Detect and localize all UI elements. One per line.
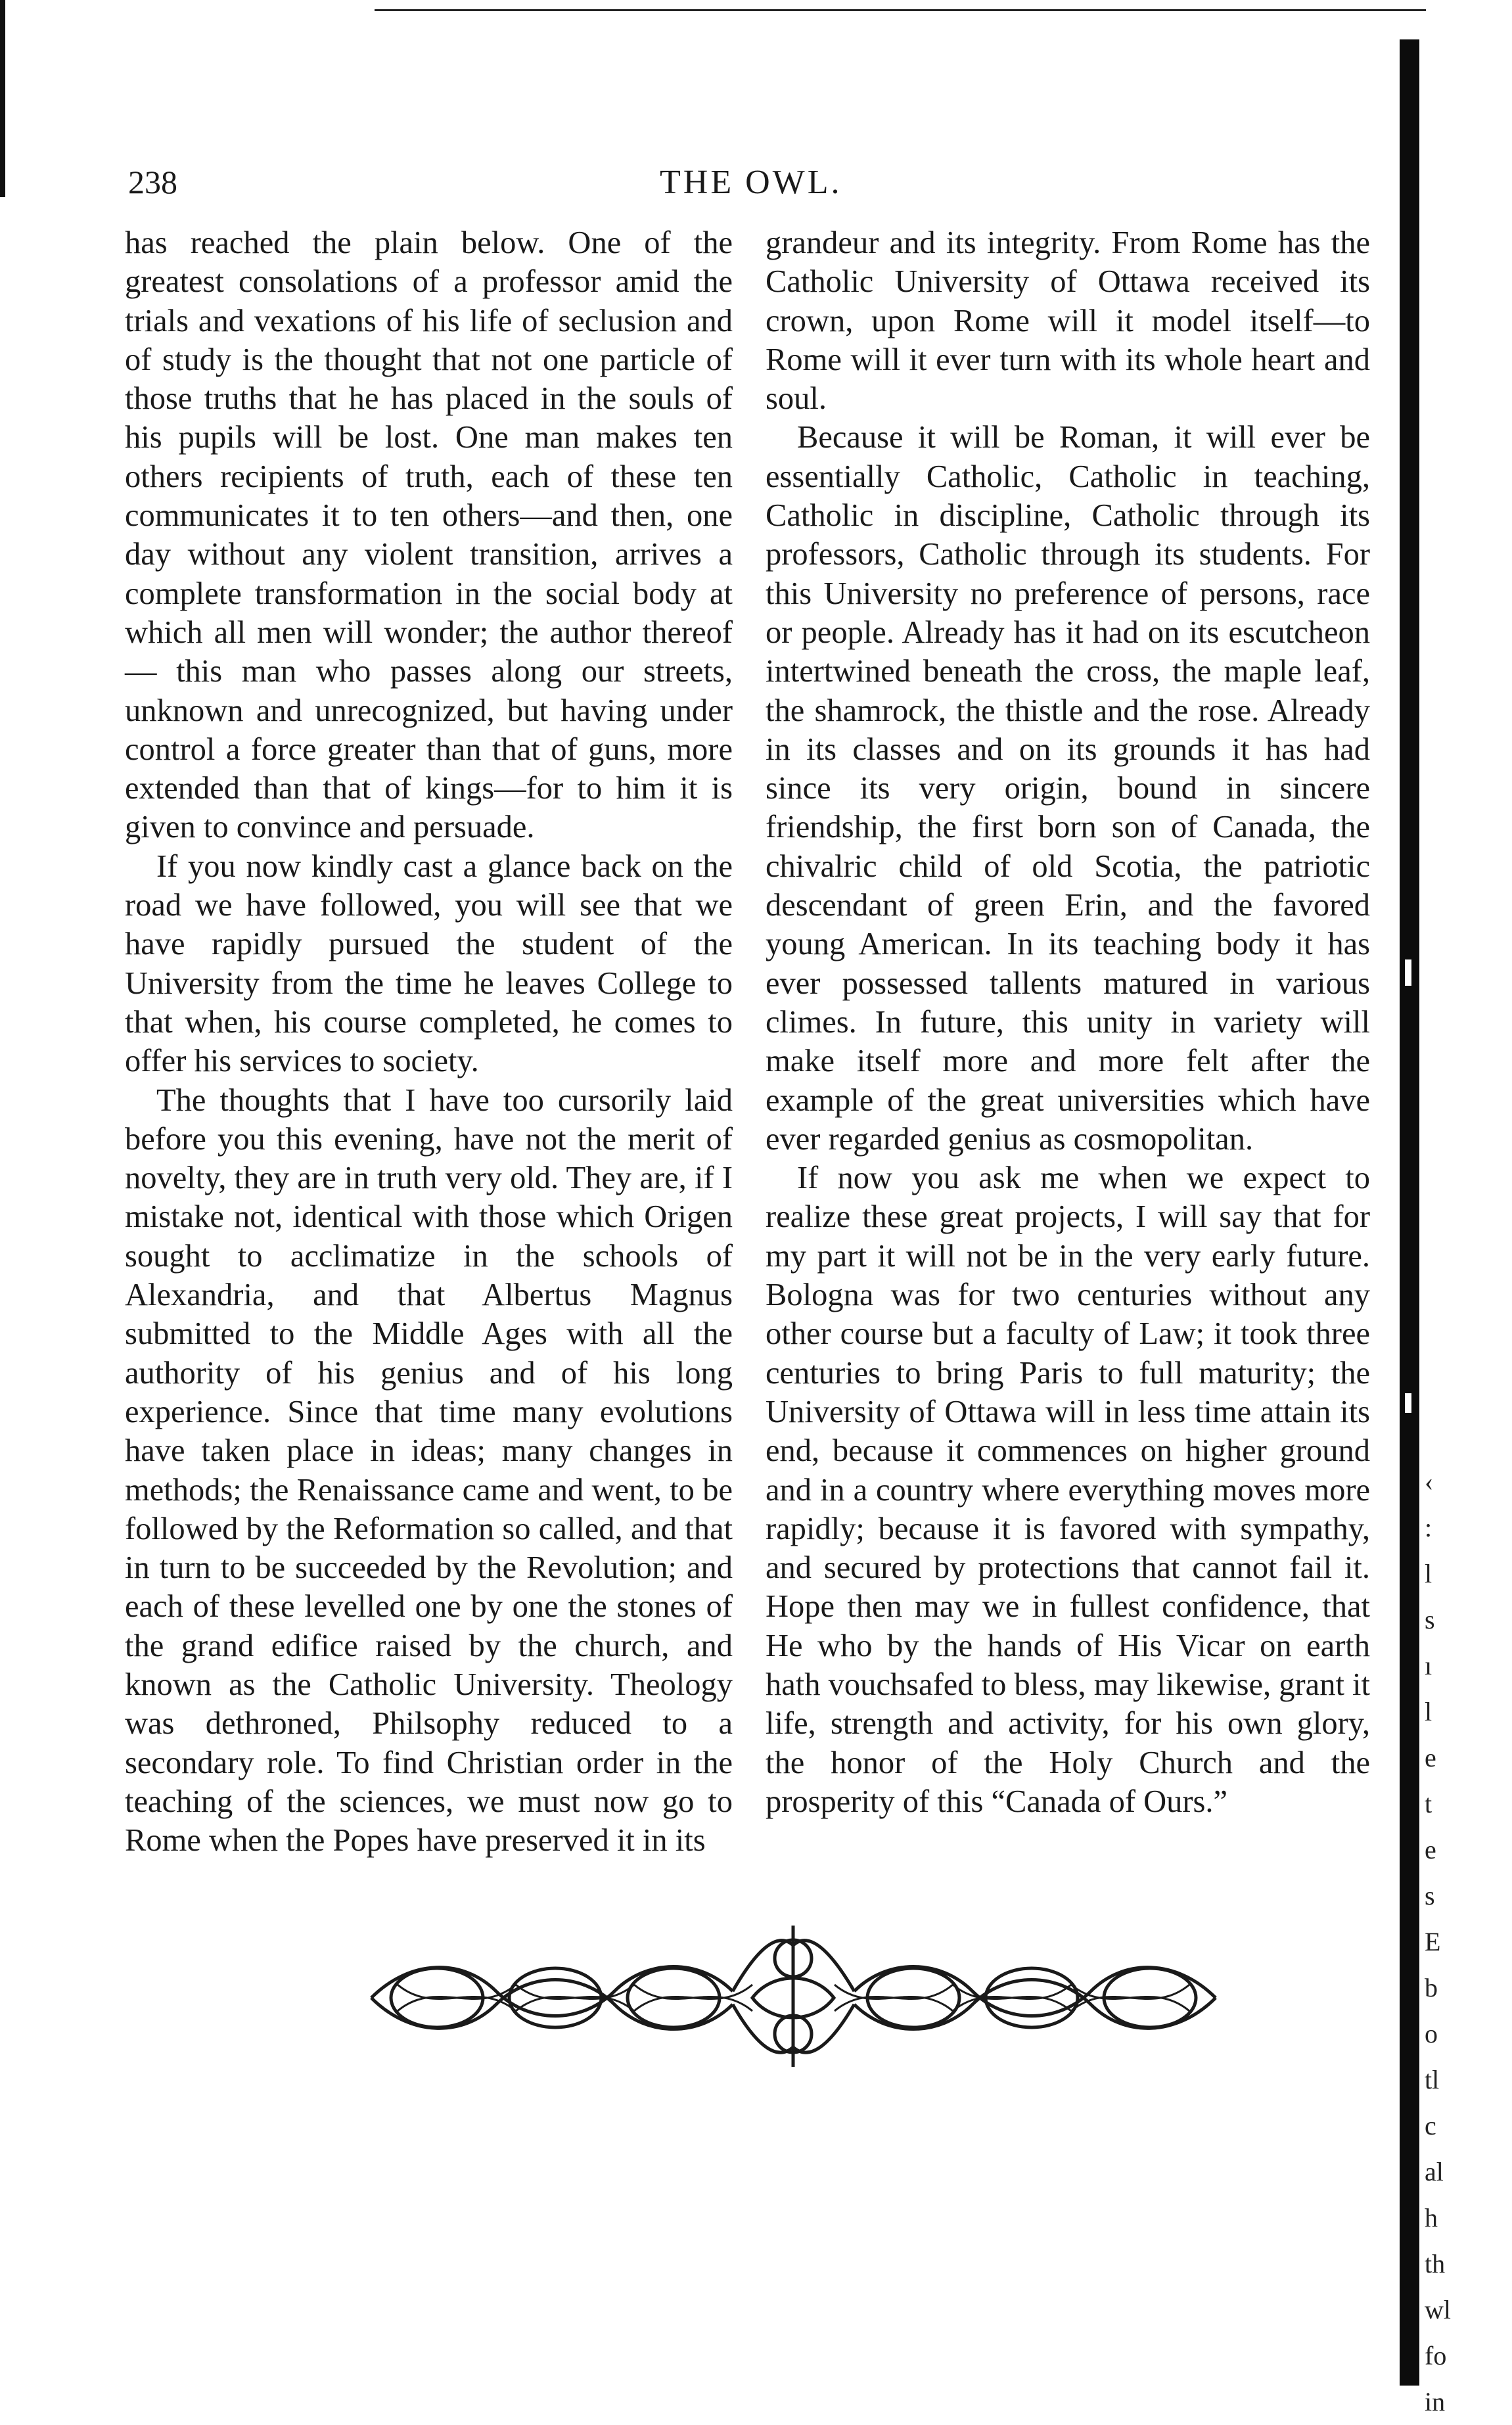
margin-fragment: tl [1425, 2065, 1440, 2094]
margin-fragment: : [1425, 1513, 1432, 1542]
margin-fragment: s [1425, 1605, 1435, 1634]
margin-fragment: l [1425, 1559, 1432, 1588]
celtic-knot-ornament [358, 1919, 1229, 2070]
right-paragraph-3: If now you ask me when we expect to realize these great projects, I will say that for my part it will not be in the very early future. Bologna was for two centuries without any other course but a faculty of Law; it took three centuries to bring Paris to full maturity; the University of Ottawa will in less time attain its end, because it commences on higher ground and in a country where everything moves more rapidly; because it is favored with sympathy, and secured by protections that cannot fail it. Hope then may we in fullest confidence, that He who by the hands of His Vicar on earth hath vouchsafed to bless, may likewise, grant it life, strength and activity, for his own glory, the honor of the Holy Church and the prosperity of this “Canada of Ours.” [766, 1161, 1370, 1819]
margin-fragment: s [1425, 1881, 1435, 1910]
margin-fragment: al [1425, 2157, 1444, 2186]
page-number: 238 [128, 164, 177, 200]
margin-fragment: wl [1425, 2295, 1451, 2324]
margin-fragment: t [1425, 1789, 1432, 1818]
margin-fragment: ‹ [1425, 1467, 1434, 1496]
running-title: THE OWL. [660, 164, 842, 201]
page-header [0, 163, 1400, 209]
margin-fragment: l [1425, 1697, 1432, 1726]
margin-fragment: fo [1425, 2341, 1447, 2370]
margin-fragment: e [1425, 1835, 1436, 1864]
margin-fragment: b [1425, 1973, 1438, 2002]
margin-fragment: E [1425, 1927, 1441, 1956]
margin-fragment: o [1425, 2019, 1438, 2048]
right-paragraph-1: grandeur and its integrity. From Rome has the Catholic University of Ottawa received its crown, upon Rome will it model itself—to Rome will it ever turn with its whole heart and soul. [766, 225, 1370, 417]
margin-fragment: ı [1425, 1651, 1432, 1680]
right-paragraph-2: Because it will be Roman, it will ever be essentially Catholic, Catholic in teaching, Catholic in discipline, Catholic through its professors, Catholic through its students. For this University no preference of persons, race or people. Already has it had on its escutcheon intertwined beneath the cross, the maple leaf, the shamrock, the thistle and the rose. Already in its classes and on its grounds it has had since its very origin, bound in sincere friendship, the first born son of Canada, the chivalric child of old Scotia, the patriotic descendant of green Erin, and the favored young American. In its teaching body it has ever possessed tallents matured in various climes. In future, this unity in variety will make itself more and more felt after the example of the great universities which have ever regarded genius as cosmopolitan. [766, 420, 1370, 1157]
left-paragraph-1: has reached the plain below. One of the greatest consolations of a professor amid the trials and vexations of his life of seclusion and of study is the thought that not one particle of those truths that he has placed in the souls of his pupils will be lost. One man makes ten others recipients of truth, each of these ten communicates it to ten others—and then, one day without any violent transition, arrives a complete transformation in the social body at which all men will wonder; the author thereof— this man who passes along our streets, unknown and unrecognized, but having under control a force greater than that of guns, more extended than that of kings—for to him it is given to convince and persuade. [125, 225, 733, 845]
margin-fragment: e [1425, 1743, 1436, 1772]
top-rule [0, 0, 1512, 13]
margin-fragment: th [1425, 2249, 1446, 2278]
right-column [766, 223, 1370, 1821]
margin-fragment: h [1425, 2203, 1438, 2232]
margin-fragments [1425, 1459, 1451, 2425]
margin-fragment: in [1425, 2387, 1446, 2416]
left-paragraph-3: The thoughts that I have too cursorily laid before you this evening, have not the merit of novelty, they are in truth very old. They are, if I mistake not, identical with those which Origen sought to acclimatize in the schools of Alexandria, and that Albertus Magnus submitted to the Middle Ages with all the authority of his genius and of his long experience. Since that time many evolutions have taken place in ideas; many changes in methods; the Renaissance came and went, to be followed by the Reformation so called, and that in turn to be succeeded by the Revolution; and each of these levelled one by one the stones of the grand edifice raised by the church, and known as the Catholic University. Theology was dethroned, Philsophy reduced to a secondary role. To find Christian order in the teaching of the sciences, we must now go to Rome when the Popes have preserved it in its [125, 1082, 733, 1859]
left-paragraph-2: If you now kindly cast a glance back on the road we have followed, you will see that we have rapidly pursued the student of the University from the time he leaves College to that when, his course completed, he comes to offer his services to society. [125, 848, 733, 1079]
left-column [125, 223, 733, 1860]
gutter-shadow [1400, 39, 1419, 2386]
margin-fragment: c [1425, 2111, 1436, 2140]
